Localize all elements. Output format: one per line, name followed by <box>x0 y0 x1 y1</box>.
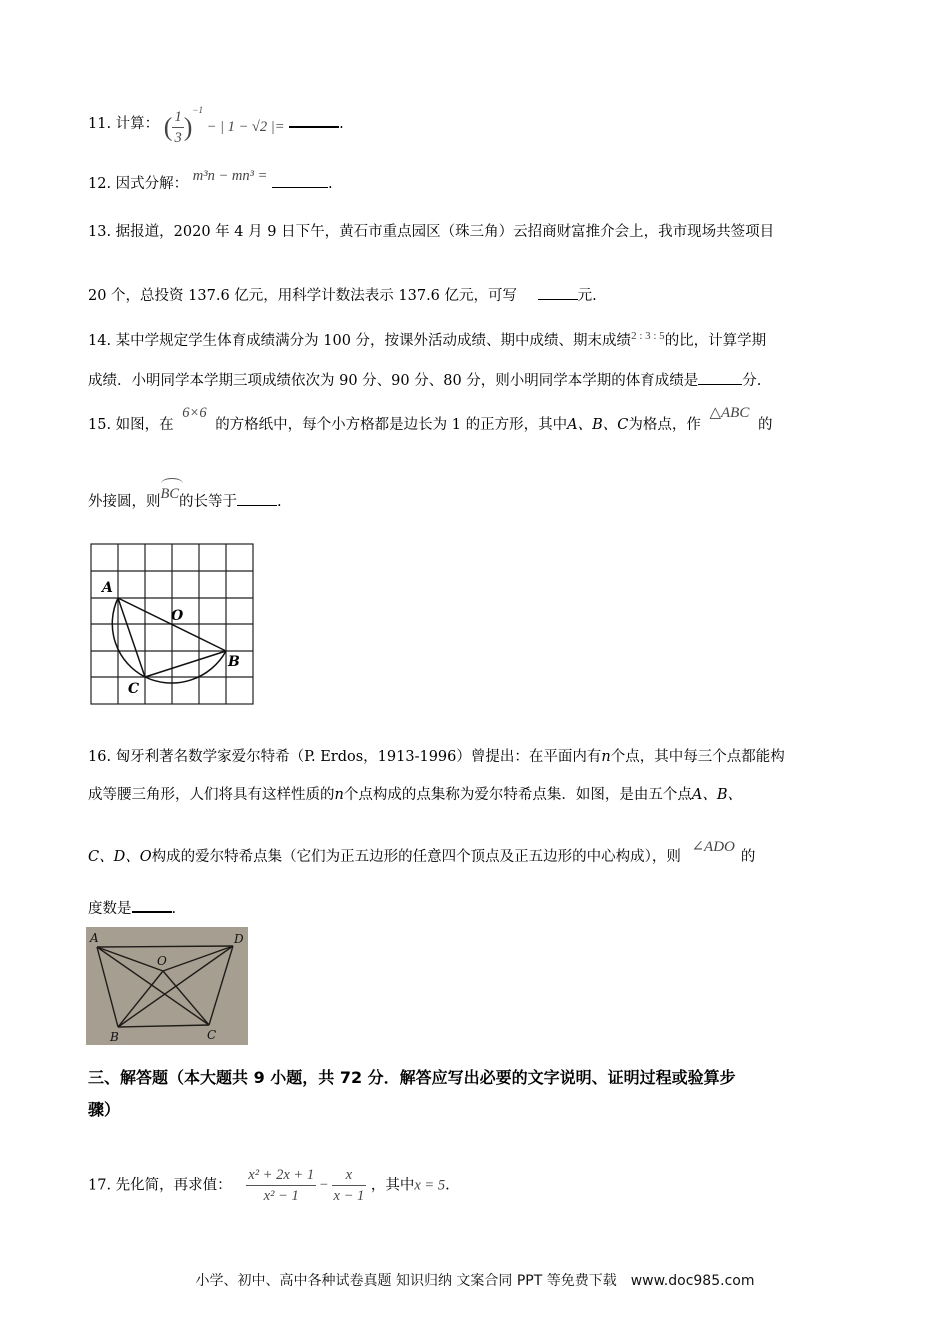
question-15-line2 <box>88 486 282 512</box>
q12-formula: m³n − mn³ = <box>192 168 268 184</box>
q15-text-a: 15. 如图，在 <box>88 417 174 433</box>
q14-text-c: 成绩．小明同学本学期三项成绩依次为 90 分、90 分、80 分，则小明同学本学期的体育成绩是 <box>88 373 699 389</box>
q15-points: A、B、C <box>567 417 629 433</box>
fig15-label-C: C <box>128 681 140 697</box>
fig16-label-A: A <box>90 931 99 945</box>
q17-text: ，其中 <box>370 1177 415 1194</box>
q17-frac1-num: x² + 2x + 1 <box>246 1165 316 1186</box>
question-16-line2 <box>88 785 742 805</box>
q16-text-g: 度数是 <box>88 901 132 917</box>
q12-label: 12. 因式分解： <box>88 176 189 192</box>
q17-minus: − <box>319 1176 328 1193</box>
q15-arc-label: BC <box>160 486 180 502</box>
fig16-label-B: B <box>110 1030 119 1044</box>
question-15-line1 <box>88 405 773 435</box>
q15-arc <box>161 486 180 502</box>
q11-end: . <box>339 116 344 133</box>
q11-label: 11. 计算： <box>88 116 160 133</box>
answer-blank-13[interactable] <box>538 285 578 300</box>
q11-exponent: −1 <box>192 105 203 115</box>
fig16-label-C: C <box>207 1028 217 1042</box>
q16-text-e: 构成的爱尔特希点集（它们为正五边形的任意四个顶点及正五边形的中心构成），则 <box>151 849 681 865</box>
q17-formula <box>246 1165 366 1206</box>
q17-end: . <box>445 1177 450 1194</box>
question-14-line1 <box>88 331 766 352</box>
question-16-line1 <box>88 747 785 767</box>
figure-15-grid <box>88 540 258 708</box>
q16-text-b: 个点，其中每三个点都能构 <box>610 749 785 765</box>
answer-blank-11[interactable] <box>289 112 339 128</box>
q16-n-2: n <box>334 787 344 803</box>
q17-frac2-num: x <box>332 1165 367 1186</box>
question-11 <box>88 100 344 148</box>
q14-text-b: 的比，计算学期 <box>664 333 767 349</box>
q14-end: 分. <box>742 373 762 389</box>
q11-expr: − | 1 − √2 |= <box>206 119 285 135</box>
section-heading-line2: 骤） <box>88 1100 121 1119</box>
page-footer: 小学、初中、高中各种试卷真题 知识归纳 文案合同 PPT 等免费下载 www.doc985.com <box>195 1273 755 1289</box>
q17-frac2-den: x − 1 <box>333 1188 365 1204</box>
q16-end: . <box>171 901 177 917</box>
question-17 <box>88 1165 450 1206</box>
answer-blank-12[interactable] <box>272 173 328 188</box>
q15-end: . <box>277 494 282 510</box>
q11-formula: ( $\frac{1}{3}$ )$^{-1}$ − | 1 − √2 |= <box>163 105 285 147</box>
fig15-label-A: A <box>102 580 113 596</box>
q16-text-c: 成等腰三角形，人们将具有这样性质的 <box>88 787 335 803</box>
answer-blank-16[interactable] <box>132 897 172 913</box>
q15-text-d: 的 <box>757 417 773 433</box>
fig15-label-B: B <box>228 654 240 670</box>
q11-frac-den: 3 <box>174 130 182 147</box>
q15-text-e: 外接圆，则 <box>88 494 161 510</box>
q16-text-a: 16. 匈牙利著名数学家爱尔特希（P. Erdos，1913-1996）曾提出：在平面内有 <box>88 749 602 765</box>
q16-n: n <box>601 749 611 765</box>
q14-ratio: 2 : 3 : 5 <box>631 330 665 342</box>
fig15-label-O: O <box>171 608 184 624</box>
figure-16-photo <box>86 927 248 1045</box>
q13-end: 元. <box>577 288 597 304</box>
q16-points-cdo: C、D、O <box>88 849 152 865</box>
q12-end: . <box>327 176 333 192</box>
q15-triangle: △ABC <box>709 405 750 421</box>
question-12 <box>88 168 333 194</box>
question-13-line1: 13. 据报道，2020 年 4 月 9 日下午，黄石市重点园区（珠三角）云招商财富推介会上，我市现场共签项目 <box>88 224 775 240</box>
question-14-line2 <box>88 370 761 391</box>
q16-text-d: 个点构成的点集称为爱尔特希点集．如图，是由五个点 <box>343 787 692 803</box>
fig16-label-O: O <box>157 954 167 968</box>
q17-frac1-den: x² − 1 <box>263 1188 299 1204</box>
q16-points-ab: A、B、 <box>691 787 742 803</box>
answer-blank-15[interactable] <box>237 491 277 506</box>
section-heading <box>88 1063 736 1125</box>
answer-blank-14[interactable] <box>698 370 742 385</box>
q16-angle: ∠ADO <box>691 839 735 855</box>
q15-text-f: 的长等于 <box>179 494 238 510</box>
section-heading-line1: 三、解答题（本大题共 9 小题，共 72 分．解答应写出必要的文字说明、证明过程或验算步 <box>88 1068 736 1087</box>
fig16-label-D: D <box>234 932 244 946</box>
q15-grid-size: 6×6 <box>182 405 207 421</box>
q16-text-f: 的 <box>740 849 756 865</box>
q15-text-b: 的方格纸中，每个小方格都是边长为 1 的正方形，其中 <box>215 417 568 433</box>
question-13-line2 <box>88 285 597 306</box>
q15-text-c: 为格点，作 <box>628 417 701 433</box>
q13-text: 20 个，总投资 137.6 亿元，用科学计数法表示 137.6 亿元，可写 <box>88 288 518 304</box>
q14-text-a: 14. 某中学规定学生体育成绩满分为 100 分，按课外活动成绩、期中成绩、期末成绩 <box>88 333 632 349</box>
q17-label: 17. 先化简，再求值： <box>88 1177 232 1194</box>
q17-condition: x = 5 <box>414 1177 446 1194</box>
question-16-line4 <box>88 897 176 919</box>
question-16-line3 <box>88 839 756 867</box>
q11-frac-num: 1 <box>172 107 183 128</box>
